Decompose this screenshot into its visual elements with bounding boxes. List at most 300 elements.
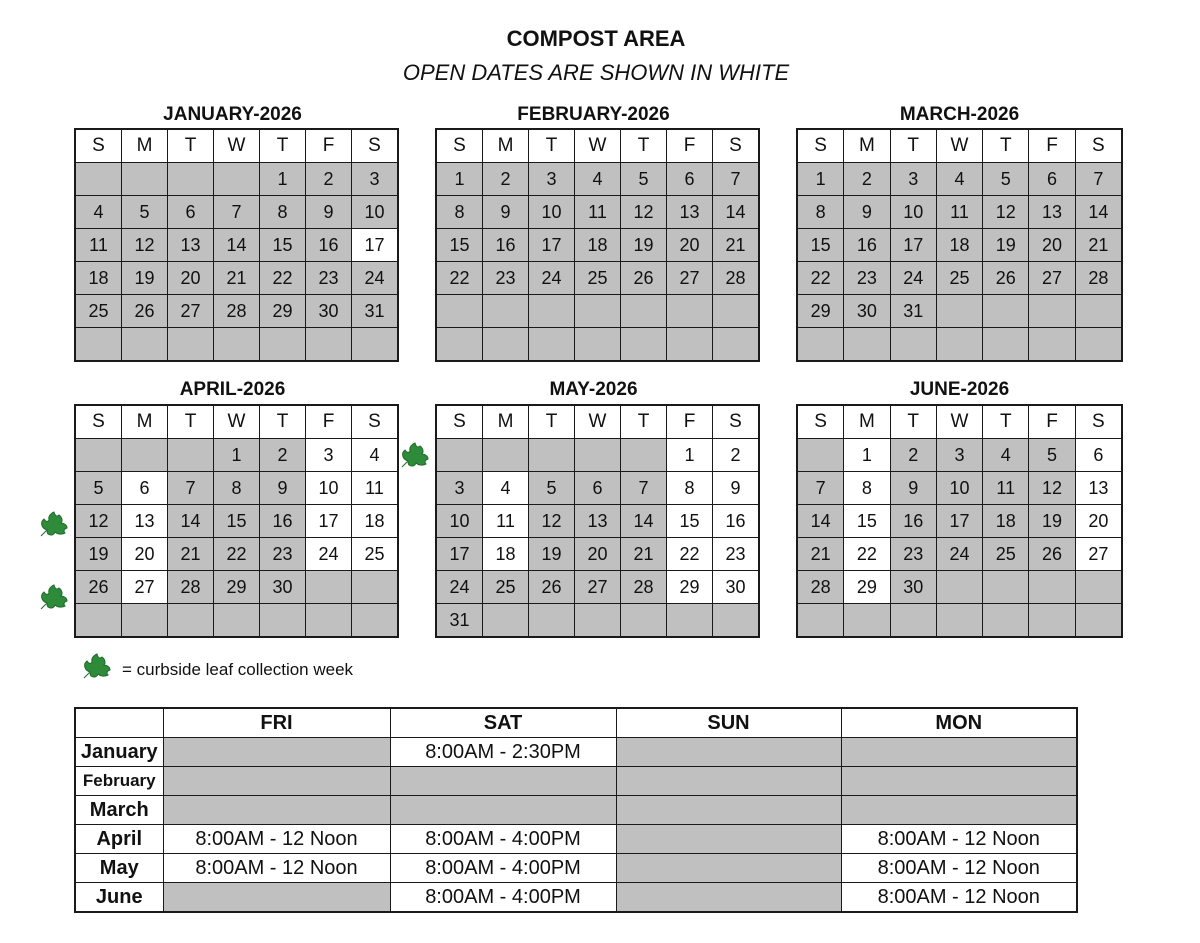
weekday-header: F	[1029, 129, 1075, 163]
calendar-day: 1	[667, 439, 713, 472]
hours-col-sun: SUN	[616, 708, 841, 738]
weekday-header: S	[75, 405, 122, 439]
calendar-day: 19	[529, 538, 575, 571]
calendar-week-row	[436, 328, 759, 362]
calendar-empty-cell	[436, 328, 483, 362]
calendar-empty-cell	[529, 295, 575, 328]
calendar-empty-cell	[936, 604, 982, 638]
calendar-empty-cell	[621, 295, 667, 328]
calendar-day: 1	[260, 163, 306, 196]
weekday-header-row	[436, 405, 759, 439]
hours-cell: 8:00AM - 2:30PM	[390, 738, 616, 767]
calendar-day: 27	[575, 571, 621, 604]
hours-cell: 8:00AM - 4:00PM	[390, 825, 616, 854]
hours-cell	[616, 825, 841, 854]
hours-row	[75, 883, 1077, 913]
calendar-day: 12	[621, 196, 667, 229]
calendar-may	[435, 404, 760, 638]
calendar-day: 22	[260, 262, 306, 295]
calendar-day: 19	[122, 262, 168, 295]
calendar-week-row	[436, 604, 759, 638]
calendar-day: 8	[214, 472, 260, 505]
calendar-day: 4	[575, 163, 621, 196]
calendar-day: 22	[436, 262, 483, 295]
calendar-day: 5	[983, 163, 1029, 196]
weekday-header: T	[168, 405, 214, 439]
calendar-empty-cell	[1029, 295, 1075, 328]
calendar-day: 3	[306, 439, 352, 472]
month-title-june: JUNE-2026	[909, 379, 1010, 400]
calendar-day: 12	[75, 505, 122, 538]
calendar-empty-cell	[352, 328, 399, 362]
hours-cell	[616, 854, 841, 883]
weekday-header: T	[983, 405, 1029, 439]
calendar-day: 16	[260, 505, 306, 538]
calendar-day: 1	[844, 439, 890, 472]
page-title: COMPOST AREA	[506, 26, 686, 51]
calendar-week-row	[797, 538, 1122, 571]
calendar-empty-cell	[1075, 328, 1122, 362]
page-subtitle: OPEN DATES ARE SHOWN IN WHITE	[402, 60, 790, 85]
weekday-header: W	[575, 405, 621, 439]
calendar-week-row	[436, 472, 759, 505]
calendar-day: 4	[983, 439, 1029, 472]
calendar-week-row	[797, 505, 1122, 538]
calendar-day: 22	[797, 262, 844, 295]
calendar-january	[74, 128, 399, 362]
calendar-week-row	[797, 604, 1122, 638]
calendar-day: 17	[306, 505, 352, 538]
calendar-day: 8	[797, 196, 844, 229]
calendar-day: 24	[306, 538, 352, 571]
weekday-header: F	[306, 405, 352, 439]
weekday-header: T	[890, 405, 936, 439]
calendar-day: 18	[352, 505, 399, 538]
hours-col-sat: SAT	[390, 708, 616, 738]
calendar-week-row	[75, 163, 398, 196]
calendar-day: 12	[983, 196, 1029, 229]
calendar-empty-cell	[122, 604, 168, 638]
weekday-header: T	[260, 405, 306, 439]
calendar-day: 31	[436, 604, 483, 638]
calendar-day: 29	[260, 295, 306, 328]
calendar-day: 6	[1075, 439, 1122, 472]
calendar-week-row	[436, 505, 759, 538]
calendar-day: 26	[983, 262, 1029, 295]
calendar-empty-cell	[575, 604, 621, 638]
calendar-day: 3	[352, 163, 399, 196]
hours-cell	[163, 883, 390, 913]
hours-row	[75, 767, 1077, 796]
calendar-day: 28	[1075, 262, 1122, 295]
calendar-day: 29	[667, 571, 713, 604]
calendar-day: 25	[75, 295, 122, 328]
calendar-empty-cell	[936, 295, 982, 328]
leaf-icon	[37, 510, 71, 540]
calendar-day: 22	[214, 538, 260, 571]
calendar-day: 12	[1029, 472, 1075, 505]
weekday-header: T	[621, 129, 667, 163]
calendar-day: 27	[122, 571, 168, 604]
calendar-day: 5	[1029, 439, 1075, 472]
calendar-day: 2	[890, 439, 936, 472]
calendar-day: 11	[75, 229, 122, 262]
hours-cell: 8:00AM - 12 Noon	[163, 825, 390, 854]
calendar-empty-cell	[260, 328, 306, 362]
weekday-header: M	[844, 405, 890, 439]
calendar-empty-cell	[890, 328, 936, 362]
calendar-week-row	[797, 472, 1122, 505]
calendar-empty-cell	[260, 604, 306, 638]
calendar-empty-cell	[168, 163, 214, 196]
calendar-empty-cell	[844, 328, 890, 362]
calendar-day: 30	[713, 571, 760, 604]
calendar-week-row	[75, 196, 398, 229]
calendar-week-row	[75, 604, 398, 638]
calendar-day: 13	[1075, 472, 1122, 505]
weekday-header-row	[797, 405, 1122, 439]
weekday-header: W	[936, 405, 982, 439]
calendar-week-row	[436, 439, 759, 472]
weekday-header: M	[122, 405, 168, 439]
calendar-day: 24	[436, 571, 483, 604]
calendar-day: 3	[529, 163, 575, 196]
calendar-day: 30	[844, 295, 890, 328]
weekday-header: S	[436, 129, 483, 163]
calendar-day: 17	[890, 229, 936, 262]
calendar-empty-cell	[713, 604, 760, 638]
calendar-empty-cell	[797, 328, 844, 362]
calendar-day: 12	[122, 229, 168, 262]
calendar-empty-cell	[1029, 328, 1075, 362]
calendar-day: 7	[214, 196, 260, 229]
calendar-day: 16	[306, 229, 352, 262]
hours-row-label: May	[75, 854, 163, 883]
calendar-day: 30	[890, 571, 936, 604]
weekday-header: S	[713, 405, 760, 439]
leaf-icon	[37, 583, 71, 613]
calendar-day: 2	[844, 163, 890, 196]
calendar-day: 14	[1075, 196, 1122, 229]
weekday-header: S	[1075, 405, 1122, 439]
calendar-day: 28	[797, 571, 844, 604]
calendar-week-row	[797, 229, 1122, 262]
calendar-empty-cell	[575, 439, 621, 472]
calendar-day: 29	[214, 571, 260, 604]
hours-cell: 8:00AM - 4:00PM	[390, 854, 616, 883]
calendar-day: 25	[575, 262, 621, 295]
hours-row	[75, 825, 1077, 854]
calendar-day: 31	[890, 295, 936, 328]
calendar-day: 25	[483, 571, 529, 604]
calendar-day: 14	[797, 505, 844, 538]
calendar-day: 2	[713, 439, 760, 472]
calendar-day: 16	[844, 229, 890, 262]
calendar-day: 5	[621, 163, 667, 196]
calendar-empty-cell	[483, 604, 529, 638]
weekday-header: T	[983, 129, 1029, 163]
hours-cell	[841, 738, 1077, 767]
hours-cell: 8:00AM - 12 Noon	[163, 854, 390, 883]
calendar-empty-cell	[1029, 571, 1075, 604]
calendar-june	[796, 404, 1123, 638]
calendar-day: 24	[890, 262, 936, 295]
calendar-day: 15	[667, 505, 713, 538]
calendar-day: 10	[529, 196, 575, 229]
calendar-day: 6	[122, 472, 168, 505]
calendar-day: 26	[75, 571, 122, 604]
calendar-day: 7	[621, 472, 667, 505]
calendar-empty-cell	[621, 439, 667, 472]
hours-cell	[616, 796, 841, 825]
calendar-empty-cell	[713, 328, 760, 362]
calendar-day: 24	[352, 262, 399, 295]
calendar-day: 23	[844, 262, 890, 295]
calendar-day: 11	[352, 472, 399, 505]
calendar-day: 24	[529, 262, 575, 295]
hours-cell: 8:00AM - 12 Noon	[841, 825, 1077, 854]
hours-corner-cell	[75, 708, 163, 738]
calendar-week-row	[797, 571, 1122, 604]
calendar-empty-cell	[306, 328, 352, 362]
weekday-header-row	[75, 129, 398, 163]
calendar-day: 2	[483, 163, 529, 196]
calendar-day: 25	[936, 262, 982, 295]
calendar-empty-cell	[1075, 571, 1122, 604]
weekday-header: M	[483, 405, 529, 439]
calendar-day: 8	[436, 196, 483, 229]
weekday-header: F	[667, 129, 713, 163]
weekday-header: S	[797, 405, 844, 439]
weekday-header: S	[436, 405, 483, 439]
calendar-day: 7	[1075, 163, 1122, 196]
calendar-day: 10	[352, 196, 399, 229]
calendar-empty-cell	[306, 571, 352, 604]
calendar-day: 26	[621, 262, 667, 295]
weekday-header: F	[1029, 405, 1075, 439]
calendar-day: 28	[621, 571, 667, 604]
calendar-empty-cell	[575, 295, 621, 328]
calendar-day: 4	[75, 196, 122, 229]
calendar-week-row	[75, 295, 398, 328]
calendar-day: 25	[352, 538, 399, 571]
calendar-day: 11	[575, 196, 621, 229]
calendar-week-row	[75, 505, 398, 538]
weekday-header: T	[529, 129, 575, 163]
hours-cell	[163, 738, 390, 767]
weekday-header: S	[1075, 129, 1122, 163]
calendar-empty-cell	[75, 328, 122, 362]
calendar-day: 21	[621, 538, 667, 571]
month-title-march: MARCH-2026	[899, 104, 1020, 125]
calendar-day: 13	[168, 229, 214, 262]
calendar-empty-cell	[214, 604, 260, 638]
calendar-day: 21	[797, 538, 844, 571]
leaf-icon	[398, 441, 432, 471]
calendar-day: 6	[168, 196, 214, 229]
month-title-january: JANUARY-2026	[163, 104, 302, 125]
calendar-week-row	[797, 295, 1122, 328]
calendar-day: 14	[168, 505, 214, 538]
hours-cell	[841, 767, 1077, 796]
calendar-week-row	[797, 196, 1122, 229]
calendar-day: 15	[260, 229, 306, 262]
calendar-empty-cell	[122, 439, 168, 472]
calendar-day: 11	[936, 196, 982, 229]
calendar-day: 11	[983, 472, 1029, 505]
calendar-march	[796, 128, 1123, 362]
calendar-week-row	[75, 262, 398, 295]
calendar-day: 18	[75, 262, 122, 295]
hours-cell	[390, 767, 616, 796]
calendar-day: 15	[214, 505, 260, 538]
calendar-empty-cell	[122, 328, 168, 362]
calendar-day: 14	[214, 229, 260, 262]
calendar-week-row	[436, 163, 759, 196]
weekday-header-row	[797, 129, 1122, 163]
weekday-header: F	[667, 405, 713, 439]
calendar-day: 27	[168, 295, 214, 328]
calendar-day: 10	[306, 472, 352, 505]
hours-row	[75, 796, 1077, 825]
hours-cell	[163, 796, 390, 825]
calendar-day: 30	[306, 295, 352, 328]
hours-row	[75, 854, 1077, 883]
calendar-day: 3	[936, 439, 982, 472]
calendar-day: 7	[168, 472, 214, 505]
calendar-day: 18	[575, 229, 621, 262]
hours-body	[75, 738, 1077, 913]
calendar-empty-cell	[168, 604, 214, 638]
calendar-empty-cell	[168, 439, 214, 472]
calendar-day: 27	[1075, 538, 1122, 571]
hours-cell	[841, 796, 1077, 825]
calendar-day: 28	[168, 571, 214, 604]
month-title-february: FEBRUARY-2026	[517, 104, 670, 125]
calendar-day: 10	[936, 472, 982, 505]
calendar-empty-cell	[75, 604, 122, 638]
hours-table	[74, 707, 1078, 913]
hours-cell: 8:00AM - 4:00PM	[390, 883, 616, 913]
calendar-empty-cell	[983, 604, 1029, 638]
calendar-empty-cell	[306, 604, 352, 638]
calendar-week-row	[436, 295, 759, 328]
calendar-empty-cell	[168, 328, 214, 362]
calendar-week-row	[75, 439, 398, 472]
calendar-empty-cell	[75, 439, 122, 472]
calendar-empty-cell	[1075, 604, 1122, 638]
weekday-header: W	[575, 129, 621, 163]
calendar-empty-cell	[797, 439, 844, 472]
calendar-day: 13	[122, 505, 168, 538]
weekday-header: F	[306, 129, 352, 163]
calendar-empty-cell	[713, 295, 760, 328]
calendar-day: 29	[844, 571, 890, 604]
weekday-header: S	[352, 129, 399, 163]
calendar-day: 18	[483, 538, 529, 571]
calendar-empty-cell	[983, 571, 1029, 604]
calendar-day: 19	[621, 229, 667, 262]
calendar-day: 20	[122, 538, 168, 571]
legend-text: = curbside leaf collection week	[122, 660, 354, 679]
calendar-week-row	[436, 538, 759, 571]
calendar-empty-cell	[621, 604, 667, 638]
calendar-day: 12	[529, 505, 575, 538]
hours-row-label: March	[75, 796, 163, 825]
weekday-header: T	[529, 405, 575, 439]
calendar-week-row	[797, 163, 1122, 196]
calendar-day: 27	[667, 262, 713, 295]
calendar-empty-cell	[483, 328, 529, 362]
calendar-day: 13	[1029, 196, 1075, 229]
hours-col-mon: MON	[841, 708, 1077, 738]
calendar-day: 23	[483, 262, 529, 295]
hours-row-label: June	[75, 883, 163, 913]
weekday-header: W	[936, 129, 982, 163]
calendar-week-row	[797, 439, 1122, 472]
calendar-day: 7	[713, 163, 760, 196]
calendar-day: 21	[168, 538, 214, 571]
calendar-empty-cell	[483, 439, 529, 472]
calendar-day: 22	[667, 538, 713, 571]
calendar-empty-cell	[575, 328, 621, 362]
calendar-day: 4	[352, 439, 399, 472]
calendar-day: 20	[575, 538, 621, 571]
calendar-day: 17	[529, 229, 575, 262]
calendar-day: 5	[529, 472, 575, 505]
weekday-header: T	[260, 129, 306, 163]
weekday-header: T	[621, 405, 667, 439]
calendar-day: 9	[890, 472, 936, 505]
calendar-empty-cell	[1075, 295, 1122, 328]
calendar-day: 20	[1075, 505, 1122, 538]
calendar-empty-cell	[890, 604, 936, 638]
calendar-week-row	[436, 571, 759, 604]
hours-row-label: January	[75, 738, 163, 767]
calendar-day: 11	[483, 505, 529, 538]
hours-cell	[163, 767, 390, 796]
calendar-day: 14	[621, 505, 667, 538]
calendar-day: 9	[844, 196, 890, 229]
hours-row	[75, 738, 1077, 767]
weekday-header-row	[436, 129, 759, 163]
calendar-empty-cell	[529, 328, 575, 362]
calendar-empty-cell	[529, 604, 575, 638]
calendar-day: 4	[936, 163, 982, 196]
hours-cell	[616, 738, 841, 767]
calendar-empty-cell	[797, 604, 844, 638]
calendar-april	[74, 404, 399, 638]
calendar-day: 21	[713, 229, 760, 262]
calendar-week-row	[75, 229, 398, 262]
calendar-week-row	[797, 262, 1122, 295]
calendar-empty-cell	[214, 163, 260, 196]
calendar-day: 23	[306, 262, 352, 295]
weekday-header: W	[214, 129, 260, 163]
calendar-day: 15	[436, 229, 483, 262]
calendar-day: 8	[260, 196, 306, 229]
calendar-empty-cell	[529, 439, 575, 472]
calendar-day: 23	[260, 538, 306, 571]
calendar-day: 23	[890, 538, 936, 571]
calendar-empty-cell	[1029, 604, 1075, 638]
weekday-header: S	[797, 129, 844, 163]
calendar-day: 19	[1029, 505, 1075, 538]
calendar-day: 5	[122, 196, 168, 229]
calendar-day: 2	[306, 163, 352, 196]
calendar-week-row	[75, 538, 398, 571]
calendar-day: 21	[1075, 229, 1122, 262]
